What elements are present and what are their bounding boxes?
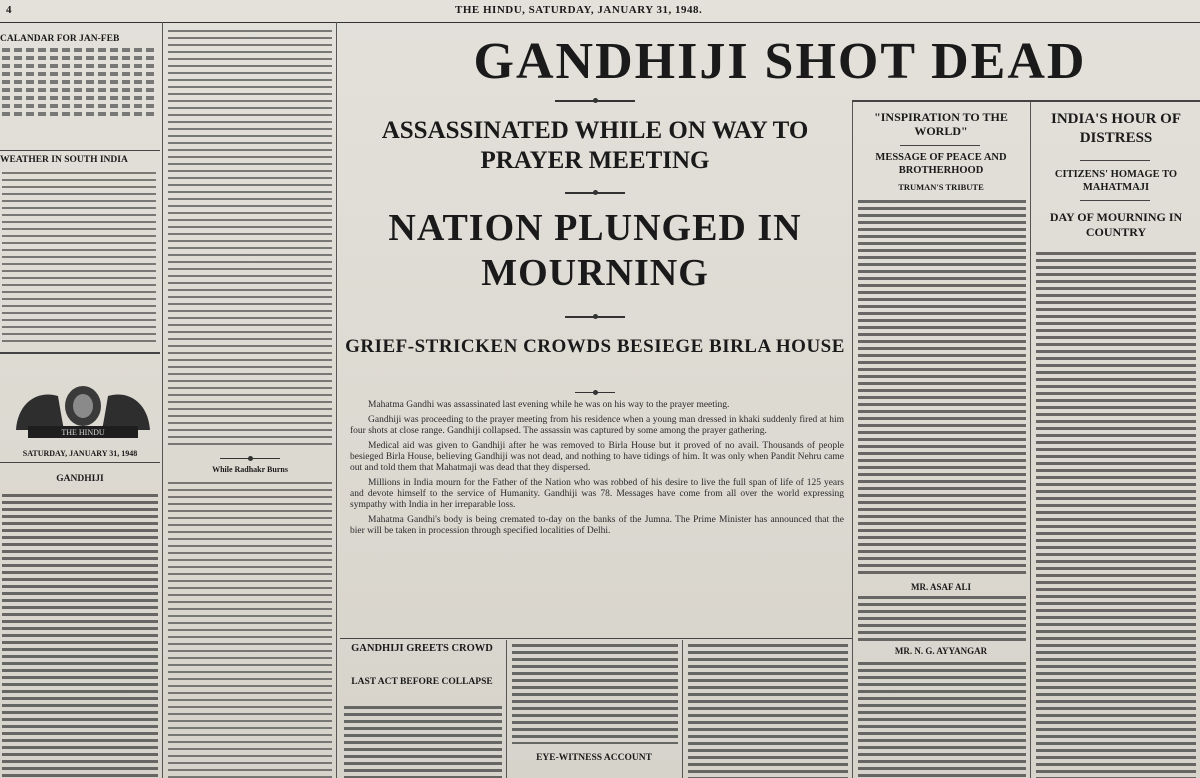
column-b-deck: DAY OF MOURNING IN COUNTRY [1049, 210, 1183, 239]
column-text [688, 644, 848, 778]
column-rule [506, 640, 507, 778]
divider [565, 192, 625, 194]
emblem-label: THE HINDU [61, 428, 105, 437]
editorial-heading: GANDHIJI [56, 474, 104, 484]
deck-headline-3: GRIEF-STRICKEN CROWDS BESIEGE BIRLA HOUSE [345, 336, 845, 357]
column-rule [162, 22, 163, 778]
divider [220, 458, 280, 459]
column-subheading: While Radhakr Burns [212, 465, 288, 474]
column-text [512, 644, 678, 744]
lead-paragraph: Millions in India mourn for the Father of the Nation who was robbed of his desire to live the full span of life of 125 years and devote himself to the service of Humanity. Gandhiji was 78. Messages have come from all over the world expressing sympathy with India in her irreparable loss. [350, 478, 844, 510]
divider [565, 316, 625, 318]
section-rule [340, 638, 852, 639]
weather-text [2, 172, 156, 344]
masthead [0, 0, 1200, 23]
paper-date: THE HINDU, SATURDAY, JANUARY 31, 1948. [455, 4, 703, 16]
section-rule [852, 100, 1200, 102]
column-a-text [858, 200, 1026, 578]
sub-story-heading: GANDHIJI GREETS CROWD [351, 643, 493, 654]
calendar-table [2, 48, 158, 128]
column-b-deck: CITIZENS' HOMAGE TO MAHATMAJI [1054, 169, 1178, 193]
column-a-byline: MR. ASAF ALI [911, 582, 971, 592]
column-a-deck: MESSAGE OF PEACE AND BROTHERHOOD [875, 152, 1007, 176]
column-b-headline: INDIA'S HOUR OF DISTRESS [1050, 111, 1181, 146]
calendar-heading: CALANDAR FOR JAN-FEB [0, 34, 120, 44]
divider [555, 100, 635, 102]
column-rule [852, 100, 853, 778]
main-headline: GANDHIJI SHOT DEAD [473, 33, 1087, 90]
sub-story-text [344, 706, 502, 778]
divider [575, 392, 615, 393]
column-a-text [858, 596, 1026, 642]
column-rule [336, 22, 337, 778]
divider [900, 145, 980, 146]
dateline: SATURDAY, JANUARY 31, 1948 [22, 449, 138, 458]
divider [1080, 160, 1150, 161]
column-a-text [858, 662, 1026, 778]
weather-heading: WEATHER IN SOUTH INDIA [0, 155, 128, 165]
column-rule [1030, 100, 1031, 778]
sub-story-deck: LAST ACT BEFORE COLLAPSE [351, 677, 493, 687]
page-number: 4 [6, 4, 12, 16]
section-rule [0, 462, 160, 463]
column-text [168, 482, 332, 778]
lead-paragraph: Mahatma Gandhi's body is being cremated to-day on the banks of the Jumna. The Prime Minister has announced that the bier will be taken in procession through specified localities of Delhi. [350, 515, 844, 536]
deck-headline-2: NATION PLUNGED IN MOURNING [388, 207, 802, 294]
deck-headline-1: ASSASSINATED WHILE ON WAY TO PRAYER MEETING [381, 117, 809, 174]
column-a-byline: MR. N. G. AYYANGAR [894, 646, 988, 656]
newspaper-emblem-logo [8, 372, 158, 444]
column-text [168, 30, 332, 450]
column-a-subhead: TRUMAN'S TRIBUTE [898, 182, 984, 192]
lead-paragraph: Gandhiji was proceeding to the prayer meeting from his residence when a young man dressed in khaki suddenly fired at him four shots at close range. Gandhiji collapsed. The assassin was captured by some among the prayer gathering. [350, 415, 844, 436]
divider [1080, 200, 1150, 201]
section-rule [0, 150, 160, 151]
column-rule [682, 640, 683, 778]
editorial-text [2, 494, 158, 778]
column-a-headline: "INSPIRATION TO THE WORLD" [874, 110, 1008, 138]
lead-story [350, 400, 844, 636]
eye-witness-heading: EYE-WITNESS ACCOUNT [536, 753, 652, 763]
lead-paragraph: Mahatma Gandhi was assassinated last evening while he was on his way to the prayer meeting. [368, 400, 730, 410]
column-b-text [1036, 252, 1196, 778]
lead-paragraph: Medical aid was given to Gandhiji after he was removed to Birla House but it proved of no avail. Thousands of people besieged Birla House, believing Gandhiji was not dead, and nothing to have tidings of him. It was only when Pandit Nehru came out and told them that Mahatmaji was dead that they dispersed. [350, 441, 844, 473]
section-rule [0, 352, 160, 354]
